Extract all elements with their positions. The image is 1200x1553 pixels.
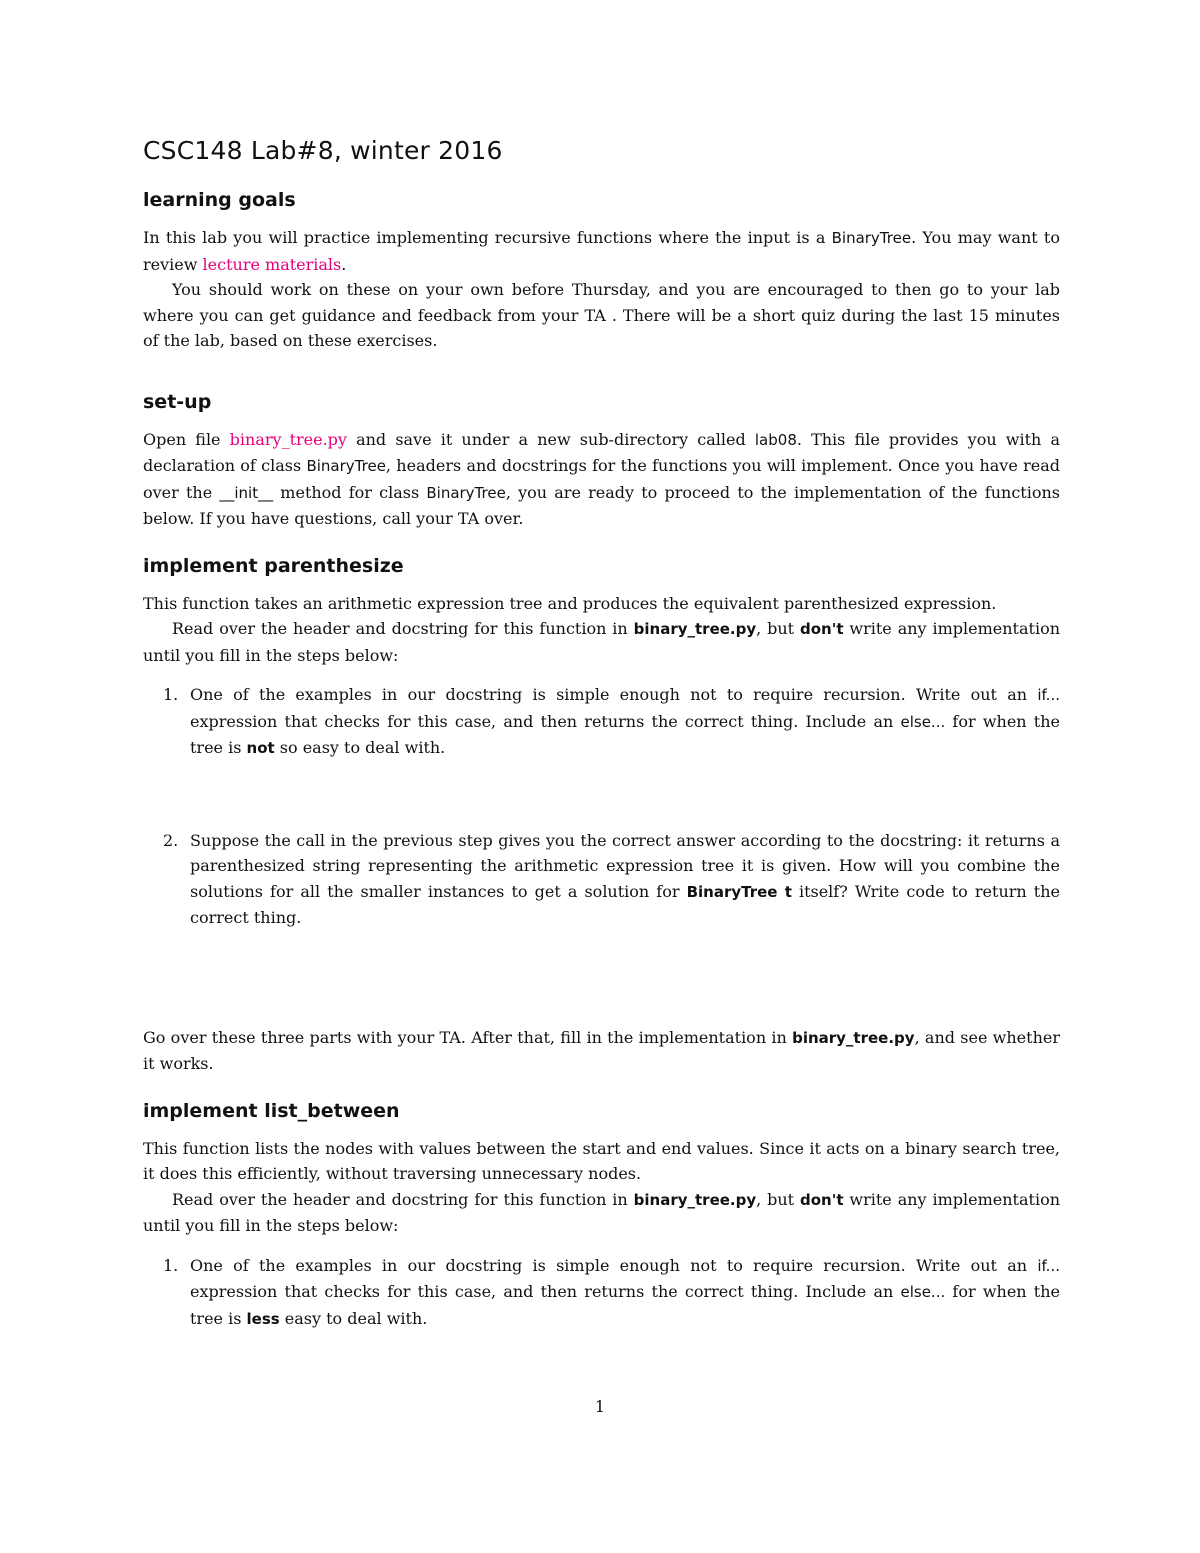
keyword-binarytree: BinaryTree xyxy=(831,229,912,247)
keyword-file: binary_tree.py xyxy=(633,1190,757,1209)
page-number: 1 xyxy=(594,1397,606,1416)
keyword-binarytree: BinaryTree xyxy=(306,457,386,475)
section-heading-list-between: implement list_between xyxy=(143,1099,400,1122)
parenthesize-paragraph-1: This function takes an arithmetic expression tree and produces the equivalent parenthesized expression. xyxy=(143,593,997,613)
learning-goals-paragraph-1: In this lab you will practice implementing recursive functions where the input is a BinaryTree. You may want to review lecture materials. xyxy=(143,228,1060,274)
binary-tree-file-link[interactable]: binary_tree.py xyxy=(229,429,347,449)
answer-space xyxy=(143,762,1060,828)
list-item: 2. Suppose the call in the previous step gives you the correct answer according to the docstring: it returns a parenthesized string representing the arithmetic expression tree it is given. How will you combine the solutions for all the smaller instances to get a solution for BinaryTree t itself? Write code to return the correct thing. xyxy=(163,830,1060,927)
list-item: 1. One of the examples in our docstring is simple enough not to require recursion. Write out an if... expression that checks for this case, and then returns the correct thing. Include an else... for when the tree is less easy to deal with. xyxy=(163,1255,1060,1328)
list-item: 1. One of the examples in our docstring is simple enough not to require recursion. Write out an if... expression that checks for this case, and then returns the correct thing. Include an else... for when the tree is not so easy to deal with. xyxy=(163,685,1060,757)
keyword-if: if... xyxy=(1037,1256,1060,1275)
keyword-dont: don't xyxy=(800,620,844,638)
keyword-init: __init__ xyxy=(219,483,274,502)
keyword-less: less xyxy=(246,1309,280,1328)
keyword-else: else... xyxy=(900,712,946,731)
section-heading-setup: set-up xyxy=(143,390,212,413)
learning-goals-paragraph-2: You should work on these on your own before Thursday, and you are encouraged to then go to your lab where you can get guidance and feedback from your TA . There will be a short quiz during the last 15 minutes of the lab, based on these exercises. xyxy=(143,280,1060,350)
keyword-else: else... xyxy=(900,1283,946,1301)
lecture-materials-link[interactable]: lecture materials xyxy=(202,254,342,274)
keyword-not: not xyxy=(246,739,275,757)
keyword-dont: don't xyxy=(800,1190,844,1209)
list-between-steps-list xyxy=(143,1253,1060,1333)
page-content xyxy=(143,136,1060,1332)
document-title: CSC148 Lab#8, winter 2016 xyxy=(143,136,503,165)
keyword-file: binary_tree.py xyxy=(633,620,757,638)
keyword-file: binary_tree.py xyxy=(792,1028,915,1047)
section-heading-parenthesize: implement parenthesize xyxy=(143,554,404,577)
directory-name: lab08 xyxy=(754,430,797,449)
keyword-binarytree-t: BinaryTree t xyxy=(686,882,792,901)
parenthesize-paragraph-2: Read over the header and docstring for this function in binary_tree.py, but don't write any implementation until you fill in the steps below: xyxy=(143,619,1060,665)
keyword-if: if... xyxy=(1037,686,1060,704)
list-between-paragraph-1: This function lists the nodes with values between the start and end values. Since it acts on a binary search tree, it does this efficiently, without traversing unnecessary nodes. xyxy=(143,1138,1060,1183)
list-between-paragraph-2: Read over the header and docstring for this function in binary_tree.py, but don't write any implementation until you fill in the steps below: xyxy=(143,1189,1060,1235)
section-heading-learning-goals: learning goals xyxy=(143,189,296,211)
keyword-binarytree: BinaryTree xyxy=(426,483,506,502)
parenthesize-after-paragraph: Go over these three parts with your TA. After that, fill in the implementation in binary_tree.py, and see whether it works. xyxy=(143,1027,1060,1073)
parenthesize-steps-list xyxy=(143,682,1060,931)
setup-paragraph: Open file binary_tree.py and save it under a new sub-directory called lab08. This file provides you with a declaration of class BinaryTree, headers and docstrings for the functions you will implement. Once you have read over the __init__ method for class BinaryTree, you are ready to proceed to the implementation of the functions below. If you have questions, call your TA over. xyxy=(143,429,1061,528)
